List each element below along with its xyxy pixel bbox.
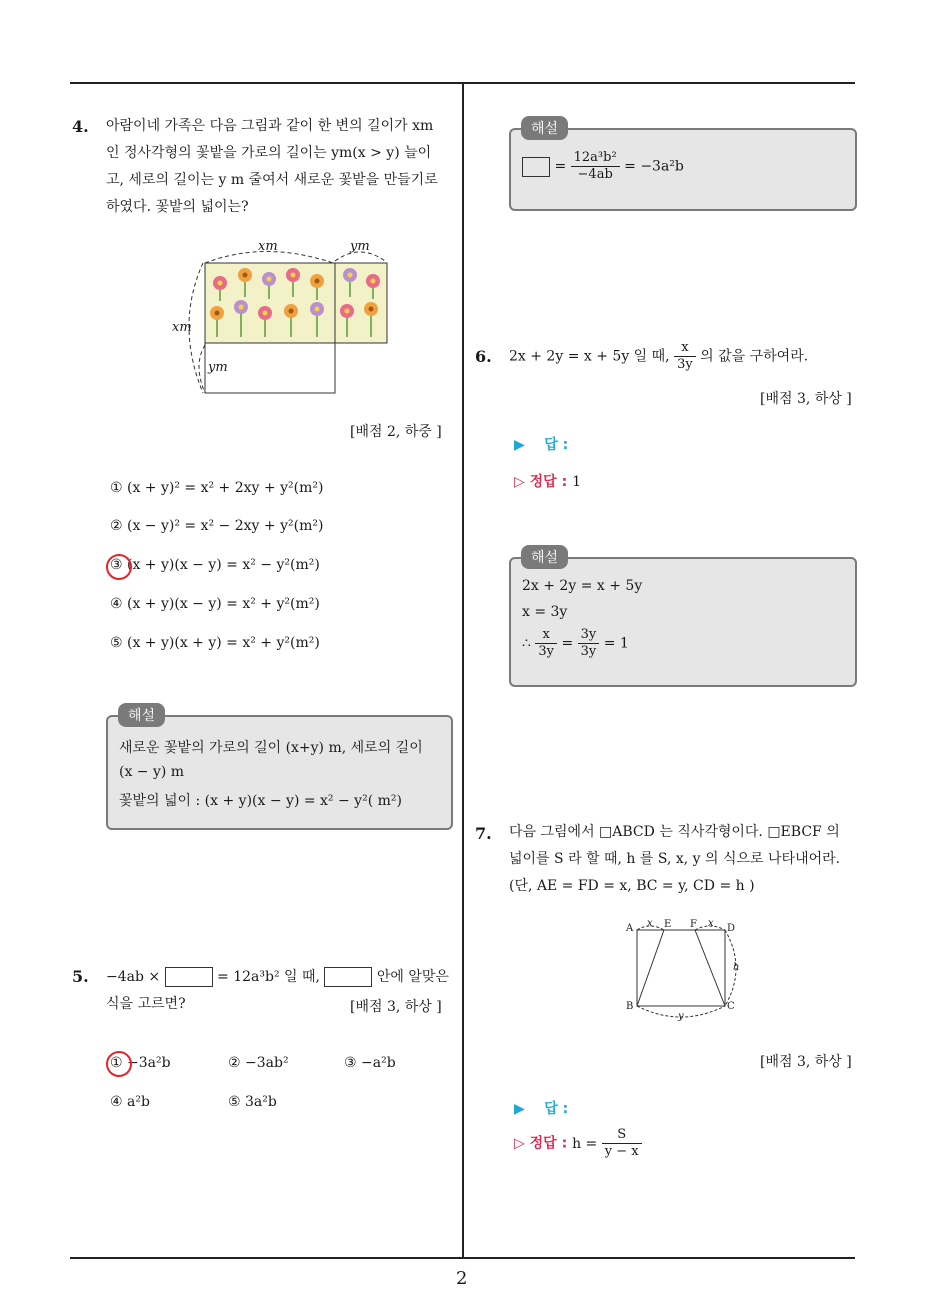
q7-fig-label-x1: x bbox=[647, 918, 653, 929]
q5-solution-result: = −3a²b bbox=[624, 158, 684, 175]
q5-line1 bbox=[106, 964, 458, 991]
q5-line1-a: −4ab × bbox=[106, 969, 161, 985]
q4-choice-5[interactable]: ⑤ (x + y)(x + y) = x² + y²(m²) bbox=[110, 635, 320, 651]
play-outline-arrow-icon: ▷ bbox=[514, 1135, 525, 1152]
q6-correct-value: 1 bbox=[572, 474, 581, 490]
q4-text-line: 고, 세로의 길이는 y m 줄여서 새로운 꽃밭을 만들기로 bbox=[106, 172, 438, 188]
q5-number: 5. bbox=[72, 967, 89, 986]
q7-number: 7. bbox=[475, 824, 492, 843]
q7-correct-row bbox=[514, 1127, 642, 1160]
q5-solution-fraction bbox=[571, 150, 620, 183]
play-arrow-icon: ▶ bbox=[514, 437, 525, 453]
q4-fig-label-left-x: xm bbox=[172, 320, 192, 335]
q7-correct-fraction bbox=[602, 1127, 642, 1160]
q5-solution-denominator: −4ab bbox=[577, 167, 613, 182]
q4-fig-label-top-y: ym bbox=[350, 239, 370, 254]
q7-text-line: 넓이를 S 라 할 때, h 를 S, x, y 의 식으로 나타내어라. bbox=[509, 851, 841, 867]
q6-text bbox=[509, 340, 808, 373]
q7-fig-label-A: A bbox=[626, 923, 634, 934]
q5-score: [배점 3, 하상 ] bbox=[350, 999, 442, 1015]
q7-fig-label-h: h bbox=[733, 962, 740, 973]
q4-text-line: 아람이네 가족은 다음 그림과 같이 한 변의 길이가 xm bbox=[106, 118, 434, 134]
q4-fig-label-inner-y: ym bbox=[208, 360, 228, 375]
q7-fig-label-C: C bbox=[727, 1001, 735, 1012]
q6-solution-fraction-2-denominator: 3y bbox=[580, 644, 597, 659]
q6-correct-label: 정답 : bbox=[529, 474, 568, 490]
column-divider bbox=[462, 83, 464, 1258]
q4-solution-tag: 해설 bbox=[118, 703, 165, 727]
q6-text-b: 의 값을 구하여라. bbox=[700, 348, 809, 365]
therefore-symbol: ∴ bbox=[522, 635, 531, 652]
q4-selected-answer-mark bbox=[106, 554, 132, 580]
bottom-rule bbox=[70, 1257, 855, 1259]
q6-answer-row[interactable] bbox=[514, 434, 568, 454]
q6-fraction-denominator: 3y bbox=[677, 357, 693, 372]
q7-answer-row[interactable] bbox=[514, 1098, 568, 1118]
q7-fig-label-E: E bbox=[664, 919, 672, 930]
q6-solution-tag: 해설 bbox=[521, 545, 568, 569]
q6-number: 6. bbox=[475, 347, 492, 366]
q6-solution-line-1: 2x + 2y = x + 5y bbox=[522, 578, 643, 594]
q5-choice-2[interactable]: ② −3ab² bbox=[228, 1055, 289, 1071]
q6-text-a: 2x + 2y = x + 5y 일 때, bbox=[509, 348, 670, 365]
q6-fraction bbox=[674, 340, 696, 373]
q6-solution-line-2: x = 3y bbox=[522, 604, 568, 620]
q5-line1-b: = 12a³b² 일 때, bbox=[217, 969, 320, 985]
q4-number: 4. bbox=[72, 117, 89, 136]
q5-choice-3[interactable]: ③ −a²b bbox=[344, 1055, 396, 1071]
q5-solution-equation: = $\frac{\text{12a³b²}}{-4ab}$ = −3a²b bbox=[522, 150, 684, 183]
page-number: 2 bbox=[456, 1268, 468, 1289]
q6-score: [배점 3, 하상 ] bbox=[760, 391, 852, 407]
q7-correct-denominator: y − x bbox=[604, 1144, 639, 1159]
q6-solution-fraction-1-numerator: x bbox=[535, 627, 557, 644]
q5-choice-4[interactable]: ④ a²b bbox=[110, 1094, 150, 1110]
q5-choice-1[interactable]: ① −3a²b bbox=[110, 1055, 171, 1071]
q5-line1-c: 안에 알맞은 bbox=[376, 969, 449, 985]
q7-text-line: 다음 그림에서 □ABCD 는 직사각형이다. □EBCF 의 bbox=[509, 824, 840, 840]
q7-correct-label: 정답 : bbox=[529, 1135, 568, 1152]
q4-solution-line: 새로운 꽃밭의 가로의 길이 (x+y) m, 세로의 길이 bbox=[119, 740, 423, 756]
q6-fraction-numerator: x bbox=[674, 340, 696, 357]
q5-selected-answer-mark bbox=[106, 1051, 132, 1077]
q7-correct-prefix: h = bbox=[572, 1135, 598, 1152]
q4-score: [배점 2, 하중 ] bbox=[350, 424, 442, 440]
q6-solution-fraction-2 bbox=[578, 627, 600, 660]
q6-solution-fraction-1-denominator: 3y bbox=[538, 644, 554, 659]
q5-solution-numerator: 12a³b² bbox=[571, 150, 620, 167]
q4-flowerbed-figure bbox=[165, 235, 395, 400]
q4-text-line: 인 정사각형의 꽃밭을 가로의 길이는 ym(x > y) 늘이 bbox=[106, 145, 432, 161]
q7-score: [배점 3, 하상 ] bbox=[760, 1054, 852, 1070]
q4-choice-1[interactable]: ① (x + y)² = x² + 2xy + y²(m²) bbox=[110, 480, 324, 496]
q7-fig-label-y: y bbox=[678, 1011, 684, 1022]
q6-solution-box bbox=[509, 557, 857, 687]
q6-solution-fraction-1 bbox=[535, 627, 557, 660]
q5-blank-box bbox=[165, 967, 213, 987]
q5-choice-5[interactable]: ⑤ 3a²b bbox=[228, 1094, 277, 1110]
q6-answer-label: 답 : bbox=[544, 437, 569, 453]
q6-solution-result: = 1 bbox=[603, 635, 629, 652]
q5-blank-box bbox=[324, 967, 372, 987]
q7-fig-label-B: B bbox=[626, 1001, 634, 1012]
q5-solution-tag: 해설 bbox=[521, 116, 568, 140]
q4-text-line: 하였다. 꽃밭의 넓이는? bbox=[106, 199, 249, 215]
play-arrow-icon: ▶ bbox=[514, 1101, 525, 1117]
q4-text bbox=[106, 113, 456, 221]
q7-fig-label-D: D bbox=[727, 923, 736, 934]
q4-solution-line: (x − y) m bbox=[119, 764, 185, 780]
q7-answer-label: 답 : bbox=[544, 1101, 569, 1117]
q4-solution-line: 꽃밭의 넓이 : (x + y)(x − y) = x² − y²( m²) bbox=[119, 793, 402, 809]
q4-fig-label-top-x: xm bbox=[258, 239, 278, 254]
q7-text-line: (단, AE = FD = x, BC = y, CD = h ) bbox=[509, 878, 755, 894]
play-outline-arrow-icon: ▷ bbox=[514, 474, 525, 490]
q4-choice-3[interactable]: ③ (x + y)(x − y) = x² − y²(m²) bbox=[110, 557, 320, 573]
q7-text bbox=[509, 819, 861, 900]
q5-line2: 식을 고르면? bbox=[106, 996, 186, 1012]
q6-correct-row bbox=[514, 471, 581, 491]
q7-fig-label-F: F bbox=[690, 919, 697, 930]
q4-choice-4[interactable]: ④ (x + y)(x − y) = x² + y²(m²) bbox=[110, 596, 320, 612]
q6-solution-fraction-2-numerator: 3y bbox=[578, 627, 600, 644]
q4-choice-2[interactable]: ② (x − y)² = x² − 2xy + y²(m²) bbox=[110, 518, 324, 534]
q5-solution-blank-box bbox=[522, 157, 550, 177]
q7-correct-numerator: S bbox=[602, 1127, 642, 1144]
q6-solution-line-3: ∴ $\frac{x}{3y}$ = $\frac{3y}{3y}$ = 1 bbox=[522, 627, 629, 659]
q7-fig-label-x2: x bbox=[708, 918, 714, 929]
